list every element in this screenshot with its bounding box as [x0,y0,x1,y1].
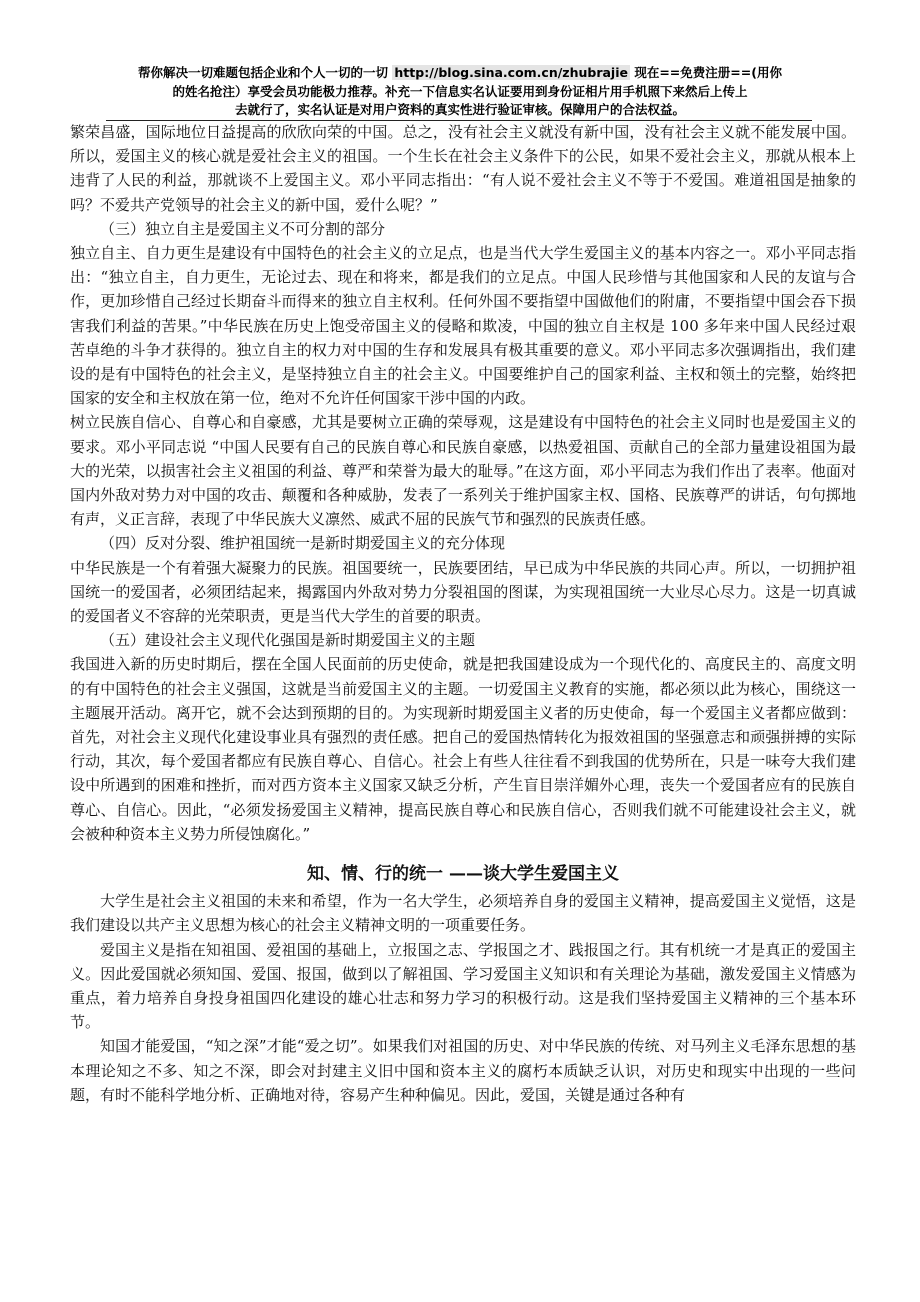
section-heading-3: （三）独立自主是爱国主义不可分割的部分 [100,219,386,238]
paragraph: 我国进入新的历史时期后，摆在全国人民面前的历史使命，就是把我国建设成为一个现代化的、高度民主的、高度文明的有中国特色的社会主义强国，这就是当前爱国主义的主题。一切爱国主义教育的实施，都必须以此为核心，围绕这一主题展开活动。离开它，就不会达到预期的目的。为实现新时期爱国主义者的历史使命，每一个爱国主义者都应做到：首先，对社会主义现代化建设事业具有强烈的责任感。把自己的爱国热情转化为报效祖国的坚强意志和顽强拼搏的实际行动，其次，每个爱国者都应有民族自尊心、自信心。社会上有些人往往看不到我国的优势所在，只是一味夸大我们建设中所遇到的困难和挫折，而对西方资本主义国家又缺乏分析，产生盲目崇洋媚外心理，丧失一个爱国者应有的民族自尊心、自信心。因此，“必须发扬爱国主义精神，提高民族自尊心和民族自信心，否则我们就不可能建设社会主义，就会被种种资本主义势力所侵蚀腐化。” [70,655,856,843]
header-line-1-tail: 现在==免费注册==(用你 [629,65,782,80]
header-line-1-text: 帮你解决一切难题包括企业和个人一切的一切 [138,65,393,80]
paragraph: 大学生是社会主义祖国的未来和希望，作为一名大学生，必须培养自身的爱国主义精神，提高爱国主义觉悟，这是我们建设以共产主义思想为核心的社会主义精神文明的一项重要任务。 [70,892,856,935]
article-body [70,120,856,1107]
section-heading-4: （四）反对分裂、维护祖国统一是新时期爱国主义的充分体现 [100,534,506,553]
paragraph: 独立自主、自力更生是建设有中国特色的社会主义的立足点，也是当代大学生爱国主义的基本内容之一。邓小平同志指出：“独立自主，自力更生，无论过去、现在和将来，都是我们的立足点。中国人民珍惜与其他国家和人民的友谊与合作，更加珍惜自己经过长期奋斗而得来的独立自主权利。任何外国不要指望中国做他们的附庸，不要指望中国会吞下损害我们利益的苦果。”中华民族在历史上饱受帝国主义的侵略和欺凌，中国的独立自主权是 100 多年来中国人民经过艰苦卓绝的斗争才获得的。独立自主的权力对中国的生存和发展具有极其重要的意义。邓小平同志多次强调指出，我们建设的是有中国特色的社会主义，是坚持独立自主的社会主义。中国要维护自己的国家利益、主权和领土的完整，始终把国家的安全和主权放在第一位，绝对不允许任何国家干涉中国的内政。 [70,244,856,408]
blog-url-link[interactable]: http://blog.sina.com.cn/zhubrajie [394,65,628,80]
header-line-2: 的姓名抢注）享受会员功能极力推荐。补充一下信息实名认证要用到身份证相片用手机照下来然后上传上 [172,83,748,99]
paragraph: 树立民族自信心、自尊心和自豪感，尤其是要树立正确的荣辱观，这是建设有中国特色的社会主义同时也是爱国主义的要求。邓小平同志说 “中国人民要有自己的民族自尊心和民族自豪感，以热爱祖国、贡献自己的全部力量建设祖国为最大的光荣，以损害社会主义祖国的利益、尊严和荣誉为最大的耻辱。”在这方面，邓小平同志为我们作出了表率。他面对国内外敌对势力对中国的攻击、颠覆和各种威胁，发表了一系列关于维护国家主权、国格、民族尊严的讲话，句句掷地有声，义正言辞，表现了中华民族大义凛然、威武不屈的民族气节和强烈的民族责任感。 [70,413,856,529]
paragraph: 繁荣昌盛，国际地位日益提高的欣欣向荣的中国。总之，没有社会主义就没有新中国，没有社会主义就不能发展中国。所以，爱国主义的核心就是爱社会主义的祖国。一个生长在社会主义条件下的公民，如果不爱社会主义，那就从根本上违背了人民的利益，那就谈不上爱国主义。邓小平同志指出：“有人说不爱社会主义不等于不爱国。难道祖国是抽象的吗？不爱共产党领导的社会主义的新中国，爱什么呢？” [70,123,856,214]
section-heading-5: （五）建设社会主义现代化强国是新时期爱国主义的主题 [100,631,476,650]
header-line-3: 去就行了，实名认证是对用户资料的真实性进行验证审核。保障用户的合法权益。 [234,102,685,117]
paragraph: 中华民族是一个有着强大凝聚力的民族。祖国要统一，民族要团结，早已成为中华民族的共同心声。所以，一切拥护祖国统一的爱国者，必须团结起来，揭露国内外敌对势力分裂祖国的图谋，为实现祖国统一大业尽心尽力。这是一切真诚的爱国者义不容辞的光荣职责，更是当代大学生的首要的职责。 [70,558,856,626]
header-line-1 [118,64,802,83]
page-header-ad [118,64,802,120]
article-title: 知、情、行的统一 ——谈大学生爱国主义 [307,864,619,885]
paragraph: 爱国主义是指在知祖国、爱祖国的基础上，立报国之志、学报国之才、践报国之行。其有机统一才是真正的爱国主义。因此爱国就必须知国、爱国、报国，做到以了解祖国、学习爱国主义知识和有关理论为基础，激发爱国主义情感为重点，着力培养自身投身祖国四化建设的雄心壮志和努力学习的积极行动。这是我们坚持爱国主义精神的三个基本环节。 [70,940,856,1032]
paragraph: 知国才能爱国，“知之深”才能“爱之切”。如果我们对祖国的历史、对中华民族的传统、对马列主义毛泽东思想的基本理论知之不多、知之不深，即会对封建主义旧中国和资本主义的腐朽本质缺乏认识，对历史和现实中出现的一些问题，有时不能科学地分析、正确地对待，容易产生种种偏见。因此，爱国，关键是通过各种有 [70,1037,856,1104]
